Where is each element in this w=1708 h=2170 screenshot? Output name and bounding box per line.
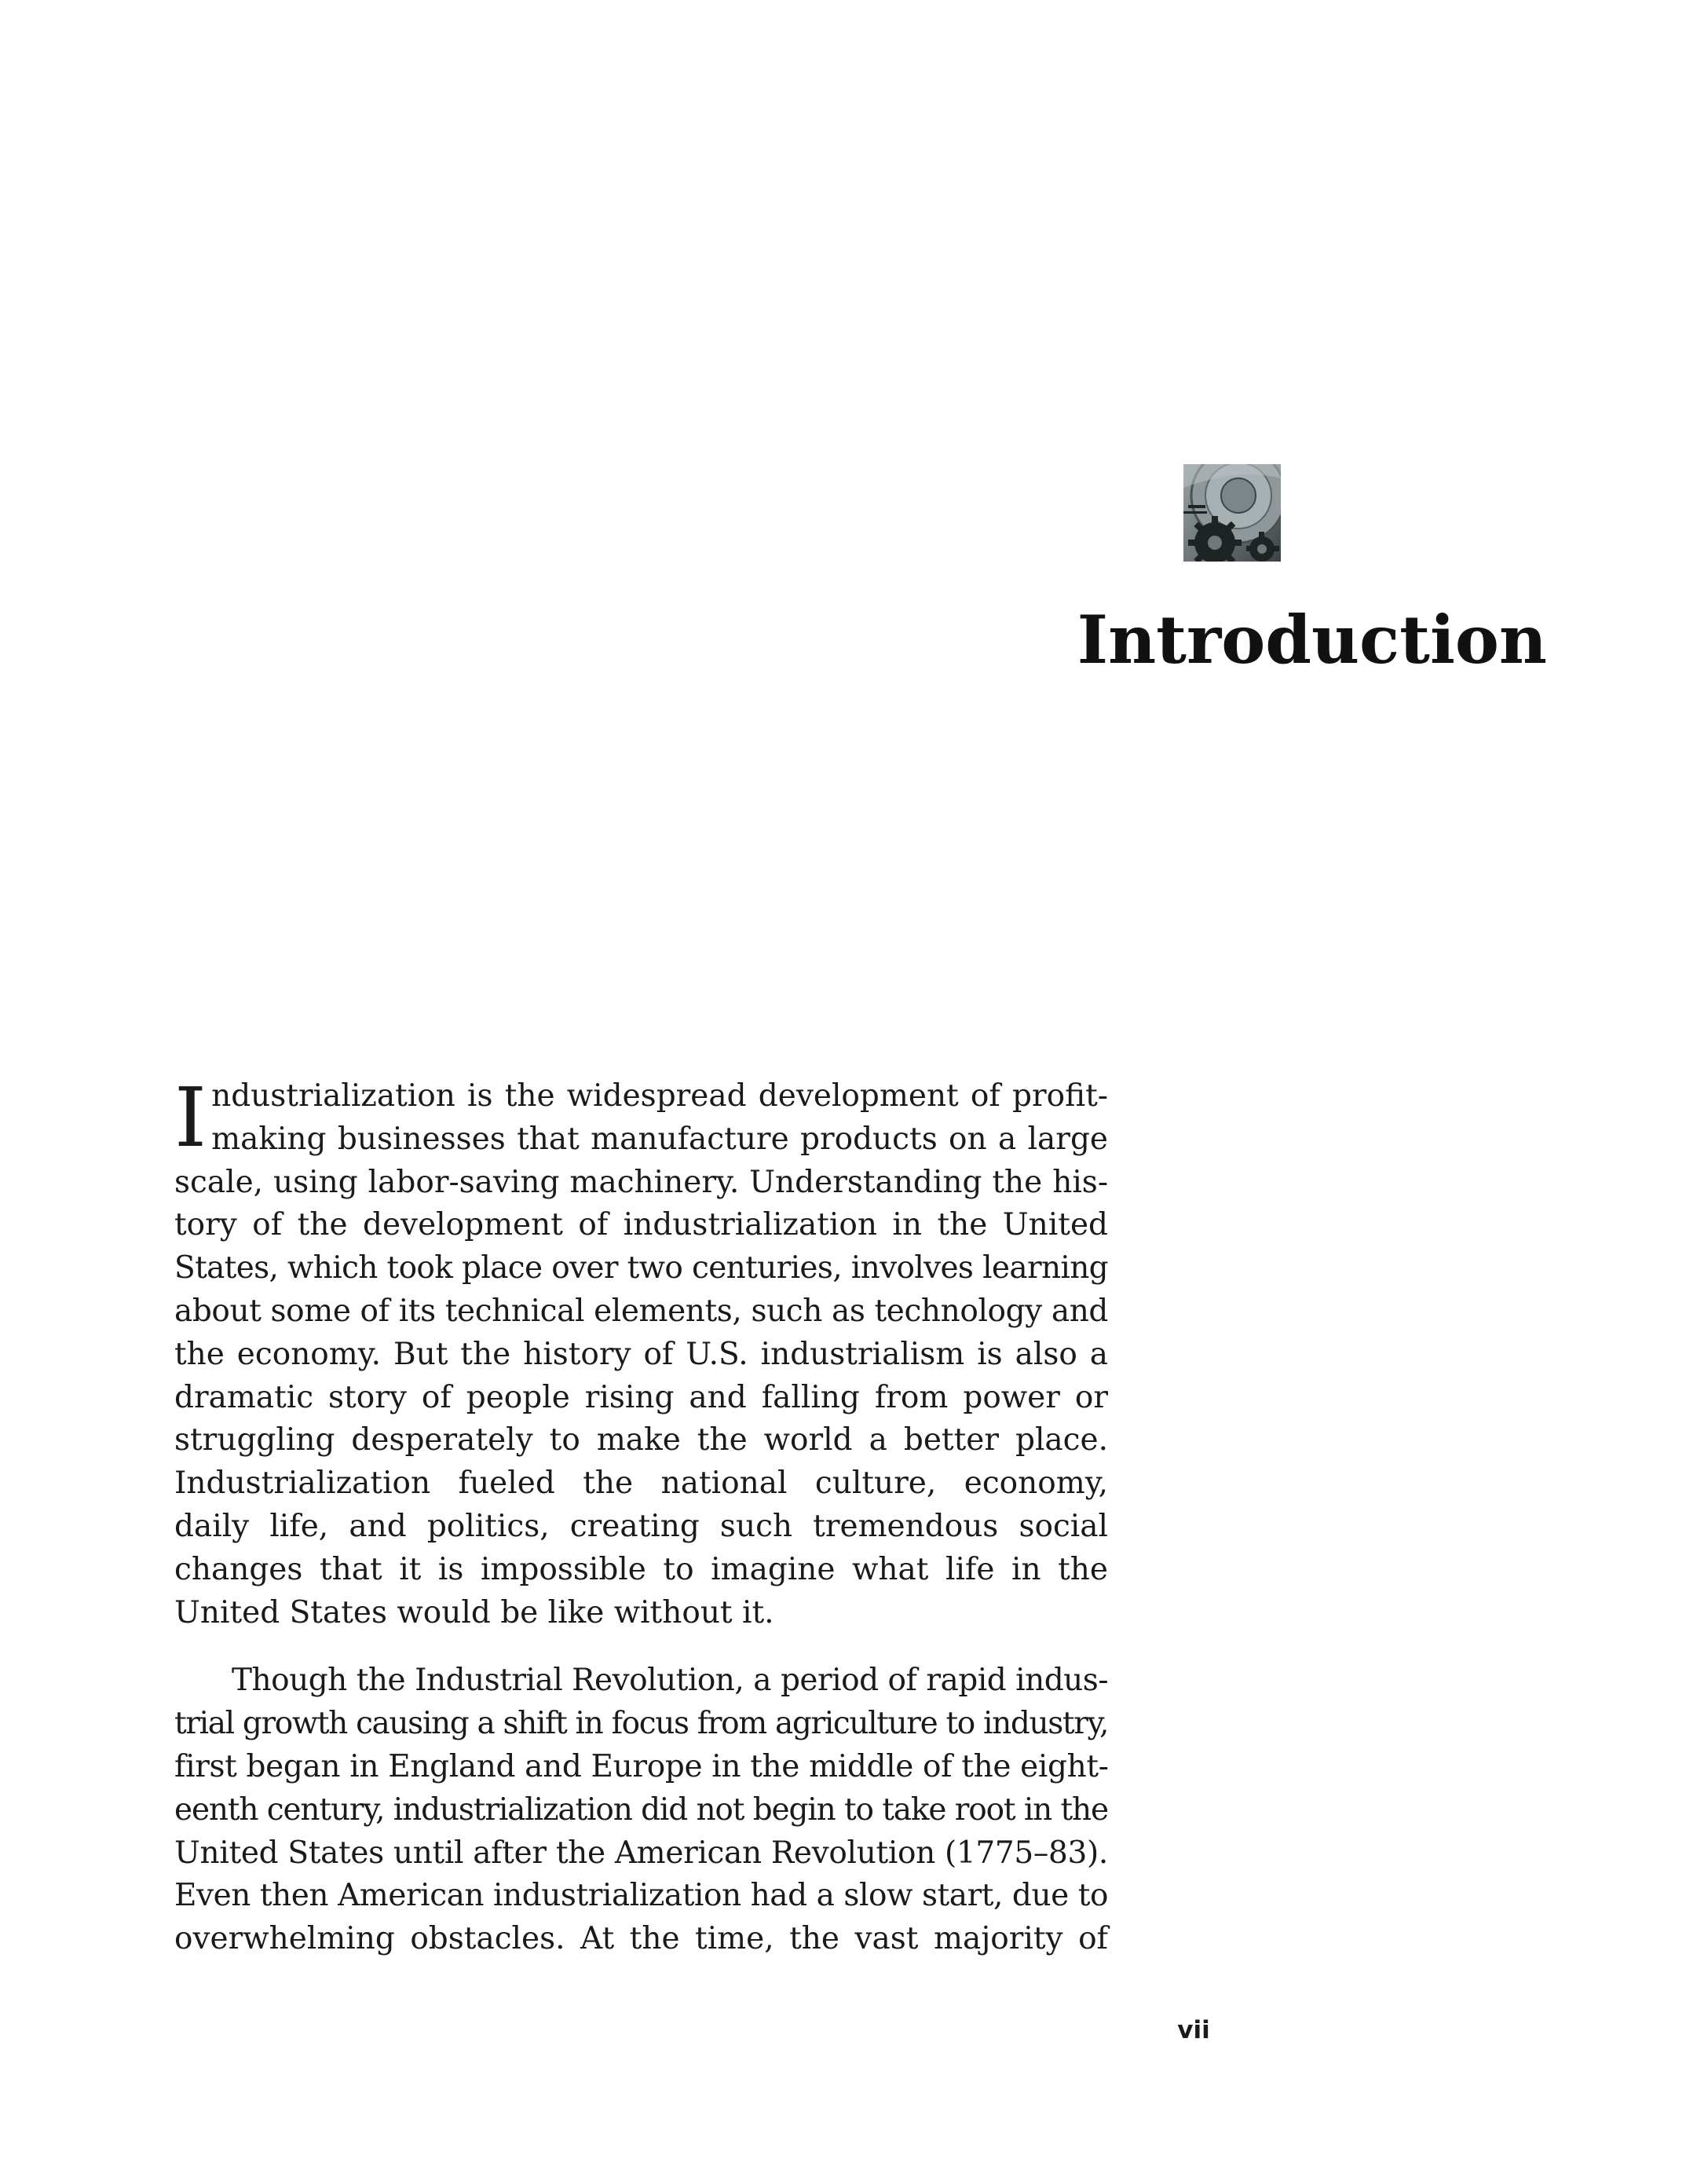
paragraph [174,1660,1108,1961]
text-line: scale, using labor-saving machinery. Understanding the his- [174,1164,1108,1200]
drop-cap: I [174,1070,207,1166]
text-line: the economy. But the history of U.S. industrialism is also a [174,1336,1108,1372]
chapter-title: Introduction [1077,601,1547,679]
text-line: struggling desperately to make the world a better place. [174,1422,1108,1458]
text-line: overwhelming obstacles. At the time, the vast majority of [174,1921,1108,1957]
text-line: Though the Industrial Revolution, a period of rapid indus- [232,1663,1108,1699]
text-line: dramatic story of people rising and falling from power or [174,1379,1108,1415]
text-line: changes that it is impossible to imagine what life in the [174,1551,1108,1587]
text-line: ndustrialization is the widespread development of profit- [211,1078,1108,1114]
text-line: United States until after the American Revolution (1775–83). [174,1835,1108,1871]
body-text [174,1070,1109,1961]
text-line: Industrialization fueled the national culture, economy, [174,1466,1108,1502]
text-line: about some of its technical elements, such as technology and [174,1293,1108,1329]
text-line: States, which took place over two centuries, involves learning [174,1250,1108,1286]
text-line: tory of the development of industrialization in the United [174,1207,1108,1243]
page-number: vii [1177,2016,1210,2044]
text-line: Even then American industrialization had a slow start, due to [174,1878,1108,1914]
gears-icon [1183,464,1281,562]
paragraph [174,1070,1108,1634]
text-line: first began in England and Europe in the middle of the eight- [174,1748,1109,1784]
text-line: eenth century, industrialization did not begin to take root in the [174,1791,1108,1828]
text-line: United States would be like without it. [174,1594,774,1630]
text-line: daily life, and politics, creating such tremendous social [174,1508,1108,1544]
text-line: making businesses that manufacture products on a large [211,1121,1108,1157]
text-line: trial growth causing a shift in focus from agriculture to industry, [174,1706,1108,1742]
